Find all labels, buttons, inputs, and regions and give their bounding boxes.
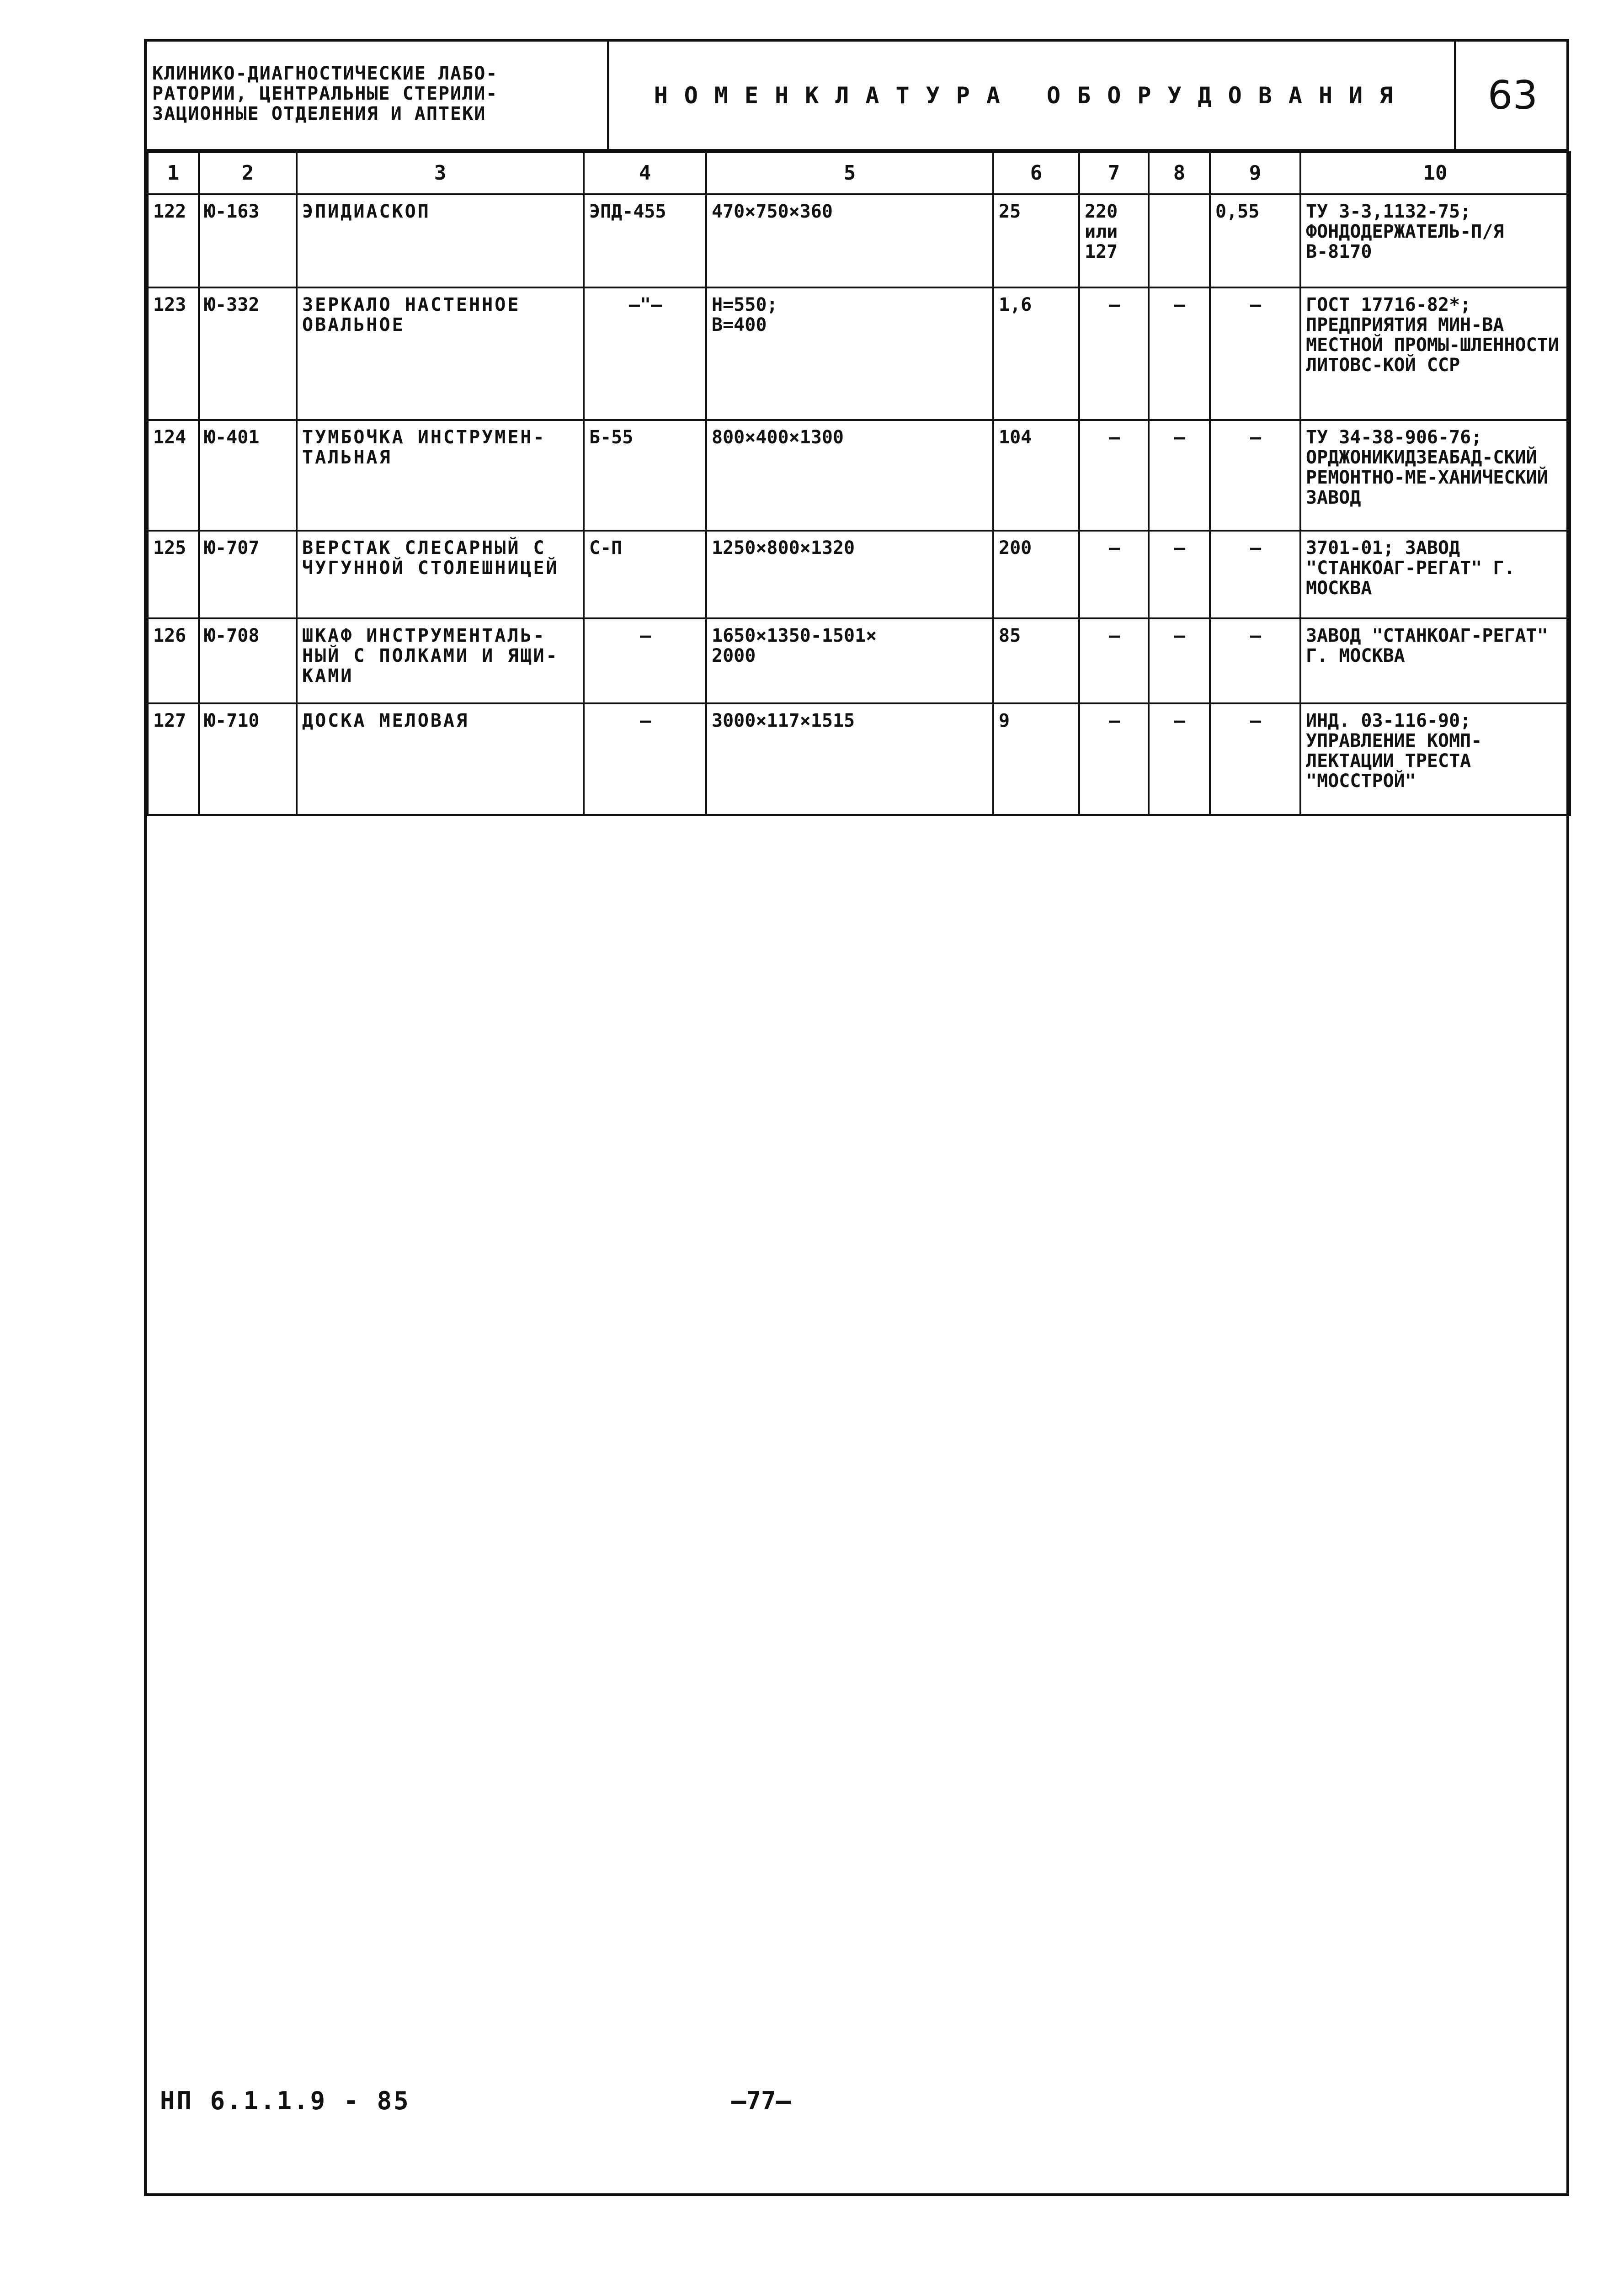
row-number: 127: [148, 703, 199, 815]
item-dimensions: 3000×117×1515: [706, 703, 993, 815]
column-header: 7: [1079, 152, 1149, 194]
item-col9: 0,55: [1210, 194, 1300, 287]
table-row: [148, 420, 1570, 531]
item-col9: —: [1210, 703, 1300, 815]
column-header-row: [148, 152, 1570, 194]
item-dimensions: 1650×1350-1501× 2000: [706, 618, 993, 703]
table-row: [148, 531, 1570, 618]
item-col8: —: [1149, 703, 1210, 815]
item-mark: —"—: [584, 287, 706, 420]
item-code: Ю-163: [199, 194, 297, 287]
column-header: 4: [584, 152, 706, 194]
item-col7: —: [1079, 703, 1149, 815]
document-code: НП 6.1.1.9 - 85: [160, 2086, 410, 2115]
item-mark: С-П: [584, 531, 706, 618]
item-dimensions: 800×400×1300: [706, 420, 993, 531]
column-header: 1: [148, 152, 199, 194]
equipment-table: [147, 151, 1571, 816]
item-mark: Б-55: [584, 420, 706, 531]
document-header: [147, 42, 1566, 151]
item-code: Ю-401: [199, 420, 297, 531]
table-row: [148, 287, 1570, 420]
item-col7: 220 или 127: [1079, 194, 1149, 287]
row-number: 123: [148, 287, 199, 420]
item-col6: 9: [993, 703, 1079, 815]
item-name: ТУМБОЧКА ИНСТРУМЕН-ТАЛЬНАЯ: [297, 420, 584, 531]
item-note: ЗАВОД "СТАНКОАГ-РЕГАТ" Г. МОСКВА: [1300, 618, 1570, 703]
item-name: ДОСКА МЕЛОВАЯ: [297, 703, 584, 815]
table-row: [148, 703, 1570, 815]
item-col8: —: [1149, 420, 1210, 531]
item-col9: —: [1210, 531, 1300, 618]
item-col8: [1149, 194, 1210, 287]
item-col8: —: [1149, 531, 1210, 618]
item-note: ИНД. 03-116-90; УПРАВЛЕНИЕ КОМП-ЛЕКТАЦИИ ТРЕСТА "МОССТРОЙ": [1300, 703, 1570, 815]
column-header: 5: [706, 152, 993, 194]
row-number: 126: [148, 618, 199, 703]
item-code: Ю-710: [199, 703, 297, 815]
row-number: 125: [148, 531, 199, 618]
item-code: Ю-332: [199, 287, 297, 420]
column-header: 8: [1149, 152, 1210, 194]
item-col8: —: [1149, 618, 1210, 703]
item-col6: 200: [993, 531, 1079, 618]
item-col6: 85: [993, 618, 1079, 703]
item-name: ЭПИДИАСКОП: [297, 194, 584, 287]
table-row: [148, 194, 1570, 287]
item-col6: 104: [993, 420, 1079, 531]
item-col6: 25: [993, 194, 1079, 287]
item-mark: —: [584, 618, 706, 703]
item-col8: —: [1149, 287, 1210, 420]
item-name: ЗЕРКАЛО НАСТЕННОЕ ОВАЛЬНОЕ: [297, 287, 584, 420]
item-col7: —: [1079, 420, 1149, 531]
item-mark: ЭПД-455: [584, 194, 706, 287]
document-sheet: [144, 39, 1569, 2196]
item-note: 3701-01; ЗАВОД "СТАНКОАГ-РЕГАТ" Г. МОСКВА: [1300, 531, 1570, 618]
item-col7: —: [1079, 287, 1149, 420]
item-col6: 1,6: [993, 287, 1079, 420]
item-col9: —: [1210, 618, 1300, 703]
item-dimensions: 1250×800×1320: [706, 531, 993, 618]
item-note: ТУ 34-38-906-76; ОРДЖОНИКИДЗЕАБАД-СКИЙ РЕМОНТНО-МЕ-ХАНИЧЕСКИЙ ЗАВОД: [1300, 420, 1570, 531]
item-col9: —: [1210, 287, 1300, 420]
page-number: —77—: [731, 2086, 791, 2115]
organization-title: КЛИНИКО-ДИАГНОСТИЧЕСКИЕ ЛАБО- РАТОРИИ, ЦЕНТРАЛЬНЫЕ СТЕРИЛИ- ЗАЦИОННЫЕ ОТДЕЛЕНИЯ И АПТЕКИ: [147, 42, 609, 149]
column-header: 9: [1210, 152, 1300, 194]
column-header: 2: [199, 152, 297, 194]
row-number: 124: [148, 420, 199, 531]
item-col7: —: [1079, 531, 1149, 618]
item-note: ГОСТ 17716-82*; ПРЕДПРИЯТИЯ МИН-ВА МЕСТНОЙ ПРОМЫ-ШЛЕННОСТИ ЛИТОВС-КОЙ ССР: [1300, 287, 1570, 420]
row-number: 122: [148, 194, 199, 287]
column-header: 3: [297, 152, 584, 194]
item-dimensions: Н=550; В=400: [706, 287, 993, 420]
sheet-number: 63: [1487, 72, 1538, 118]
column-header: 6: [993, 152, 1079, 194]
item-code: Ю-707: [199, 531, 297, 618]
item-note: ТУ 3-3,1132-75; ФОНДОДЕРЖАТЕЛЬ-П/Я В-8170: [1300, 194, 1570, 287]
item-col9: —: [1210, 420, 1300, 531]
item-col7: —: [1079, 618, 1149, 703]
table-row: [148, 618, 1570, 703]
item-code: Ю-708: [199, 618, 297, 703]
item-name: ШКАФ ИНСТРУМЕНТАЛЬ-НЫЙ С ПОЛКАМИ И ЯЩИ-КАМИ: [297, 618, 584, 703]
item-dimensions: 470×750×360: [706, 194, 993, 287]
item-name: ВЕРСТАК СЛЕСАРНЫЙ С ЧУГУННОЙ СТОЛЕШНИЦЕЙ: [297, 531, 584, 618]
column-header: 10: [1300, 152, 1570, 194]
item-mark: —: [584, 703, 706, 815]
document-title: НОМЕНКЛАТУРА ОБОРУДОВАНИЯ: [609, 42, 1456, 149]
